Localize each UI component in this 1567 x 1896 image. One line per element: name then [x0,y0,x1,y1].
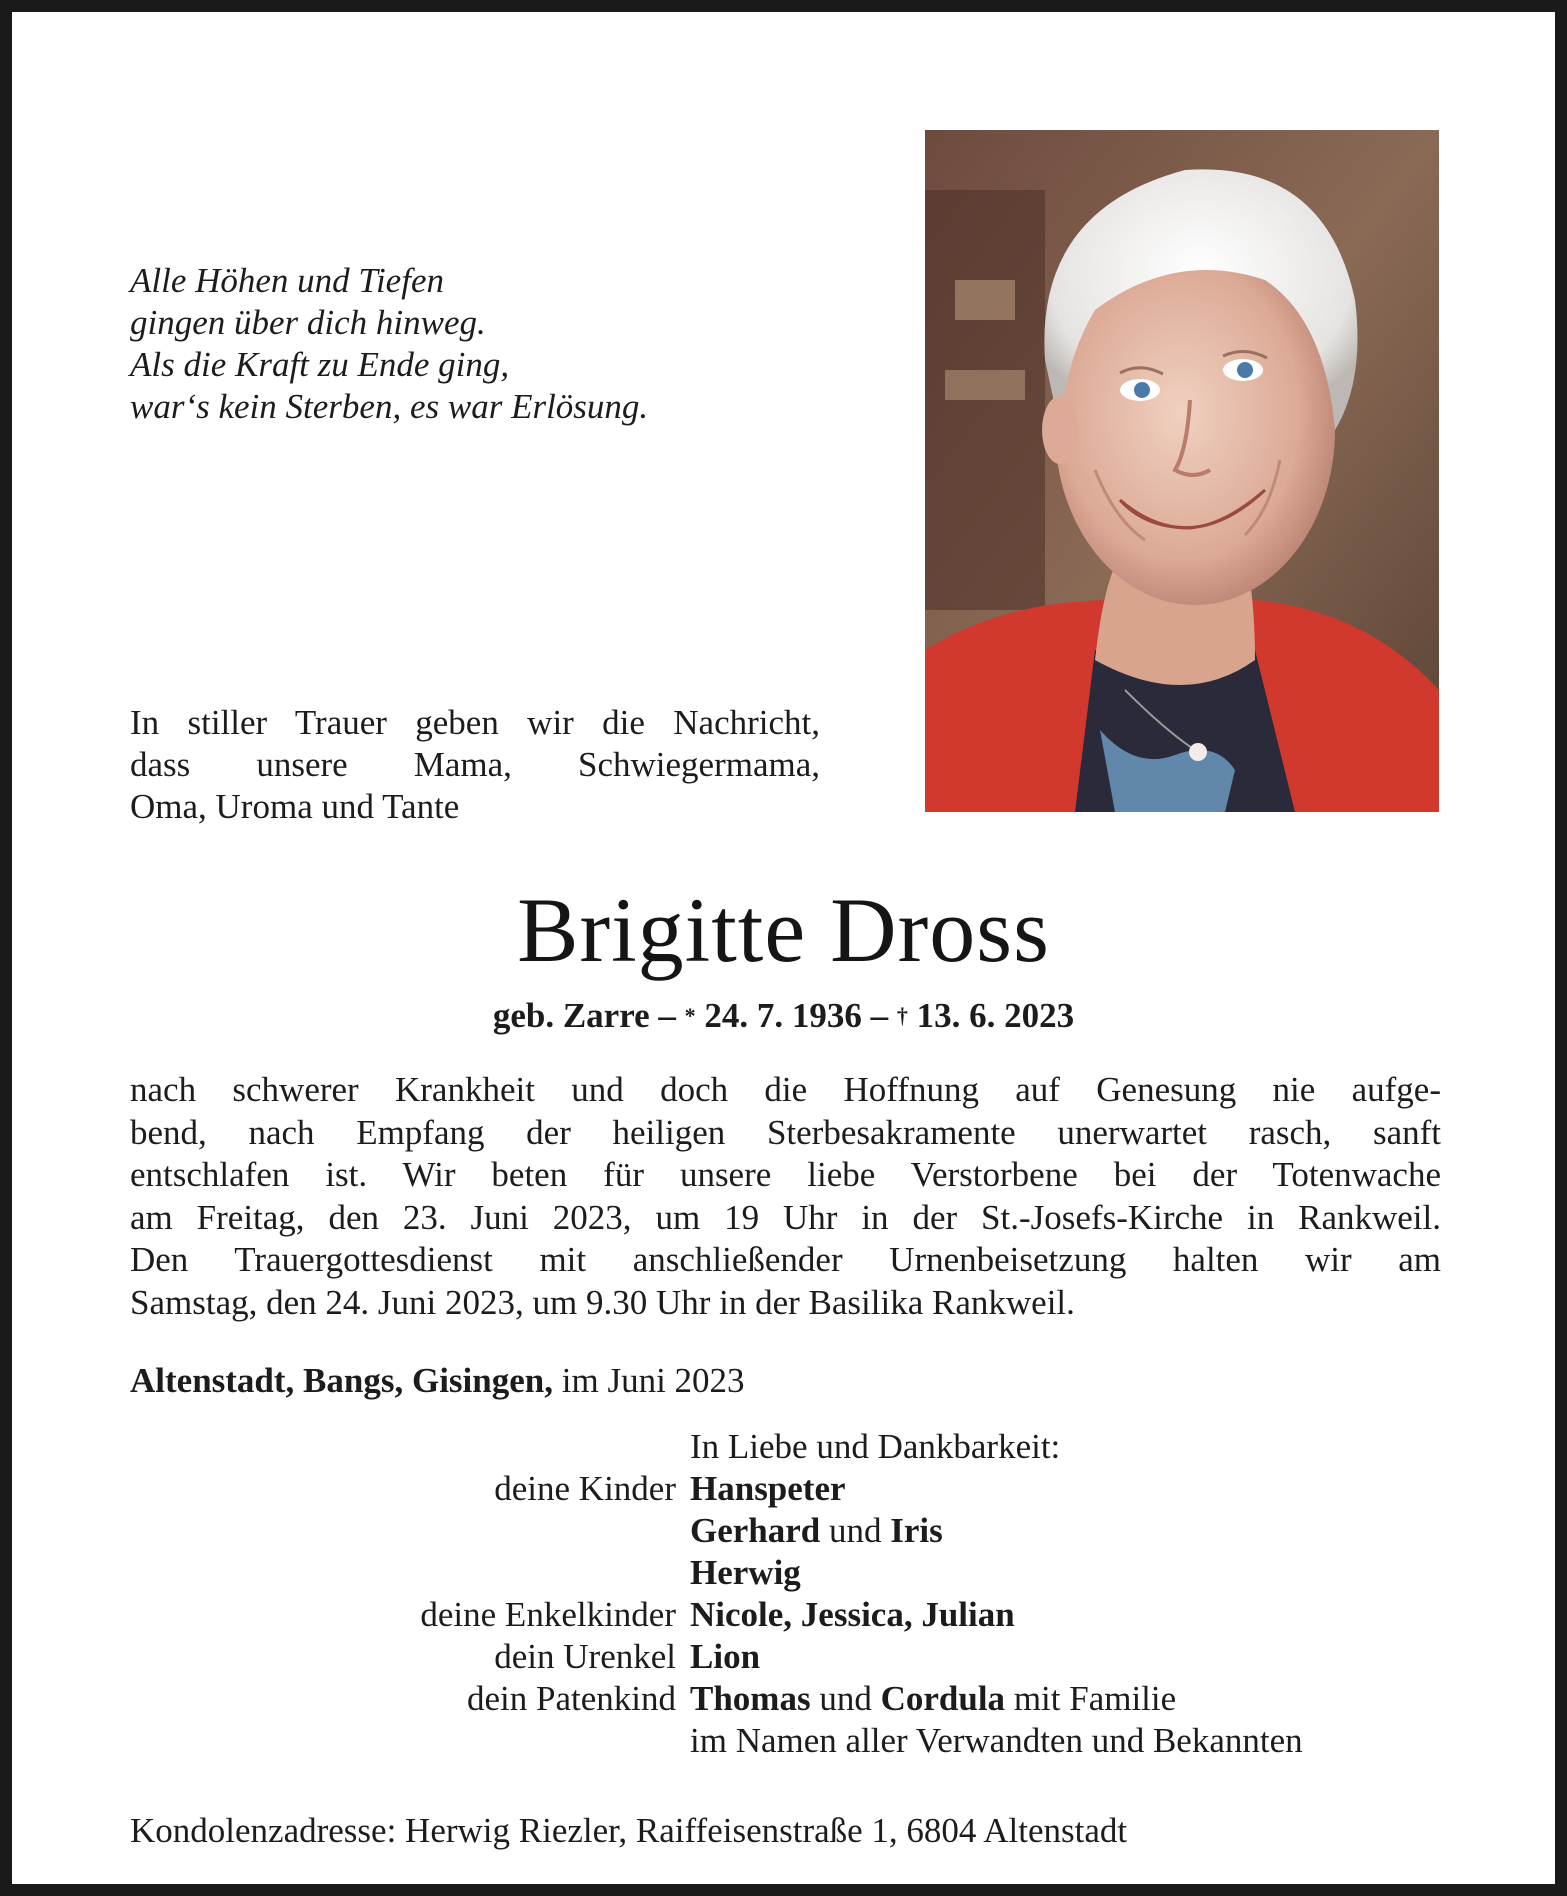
intro-line: Oma, Uroma und Tante [130,787,460,826]
and-text: und [820,1511,891,1550]
portrait-photo [925,130,1439,812]
death-date: 13. 6. 2023 [907,996,1075,1035]
godchild-row [130,1678,1450,1720]
grandchildren-label: deine Enkelkinder [420,1595,676,1634]
great-grandchild-row [130,1636,1450,1678]
children-label: deine Kinder [494,1469,676,1508]
death-symbol: † [896,1003,908,1028]
maiden-name: geb. Zarre [492,996,650,1035]
body-line: Den Trauergottesdienst mit anschließender Urnenbeisetzung halten wir am [130,1240,1441,1280]
place-and-date [130,1360,1130,1402]
body-line: Samstag, den 24. Juni 2023, um 9.30 Uhr in der Basilika Rankweil. [130,1282,1075,1322]
memorial-poem [130,260,750,428]
grandchildren-row [130,1594,1450,1636]
closing-line: im Namen aller Verwandten und Bekannten [690,1721,1303,1760]
mourners-heading-row [130,1426,1450,1468]
poem-line: Alle Höhen und Tiefen [130,261,444,300]
body-line: entschlafen ist. Wir beten für unsere liebe Verstorbene bei der Totenwache [130,1155,1441,1195]
godchild-label: dein Patenkind [467,1679,676,1718]
child-name: Gerhard [690,1511,821,1550]
condolence-address: Kondolenzadresse: Herwig Riezler, Raiffeisenstraße 1, 6804 Altenstadt [130,1811,1128,1850]
body-line: bend, nach Empfang der heiligen Sterbesakramente unerwartet rasch, sanft [130,1112,1441,1152]
poem-line: Als die Kraft zu Ende ging, [130,345,510,384]
body-line: am Freitag, den 23. Juni 2023, um 19 Uhr in der St.-Josefs-Kirche in Rankweil. [130,1197,1441,1237]
place-names: Altenstadt, Bangs, Gisingen, [130,1361,553,1400]
with-family-text: mit Familie [1005,1679,1177,1718]
intro-line: dass unsere Mama, Schwiegermama, [130,745,820,784]
body-line: nach schwerer Krankheit und doch die Hoffnung auf Genesung nie aufge- [130,1070,1441,1109]
great-grandchild-label: dein Urenkel [494,1637,676,1676]
children-row [130,1468,1450,1510]
mourners-list [130,1426,1450,1762]
godchild-name: Thomas [690,1679,811,1718]
announcement-intro [130,702,820,828]
children-row [130,1510,1450,1552]
month-year: im Juni 2023 [553,1361,745,1400]
dash: – [649,996,685,1035]
dash: – [861,996,897,1035]
birth-symbol: * [684,1003,696,1028]
partner-name: Iris [890,1511,943,1550]
grandchildren-names: Nicole, Jessica, Julian [690,1595,1015,1634]
child-name: Herwig [690,1553,801,1592]
poem-line: war‘s kein Sterben, es war Erlösung. [130,387,649,426]
mourners-heading: In Liebe und Dankbarkeit: [690,1427,1061,1466]
great-grandchild-name: Lion [690,1637,761,1676]
godchild-name: Cordula [880,1679,1006,1718]
obituary-body [130,1069,1441,1325]
children-row [130,1552,1450,1594]
deceased-name: Brigitte Dross [517,879,1050,981]
birth-date: 24. 7. 1936 [695,996,862,1035]
poem-line: gingen über dich hinweg. [130,303,486,342]
child-name: Hanspeter [690,1469,846,1508]
life-dates [12,995,1555,1041]
and-text: und [810,1679,881,1718]
intro-line: In stiller Trauer geben wir die Nachricht, [130,703,820,742]
closing-row [130,1720,1450,1762]
